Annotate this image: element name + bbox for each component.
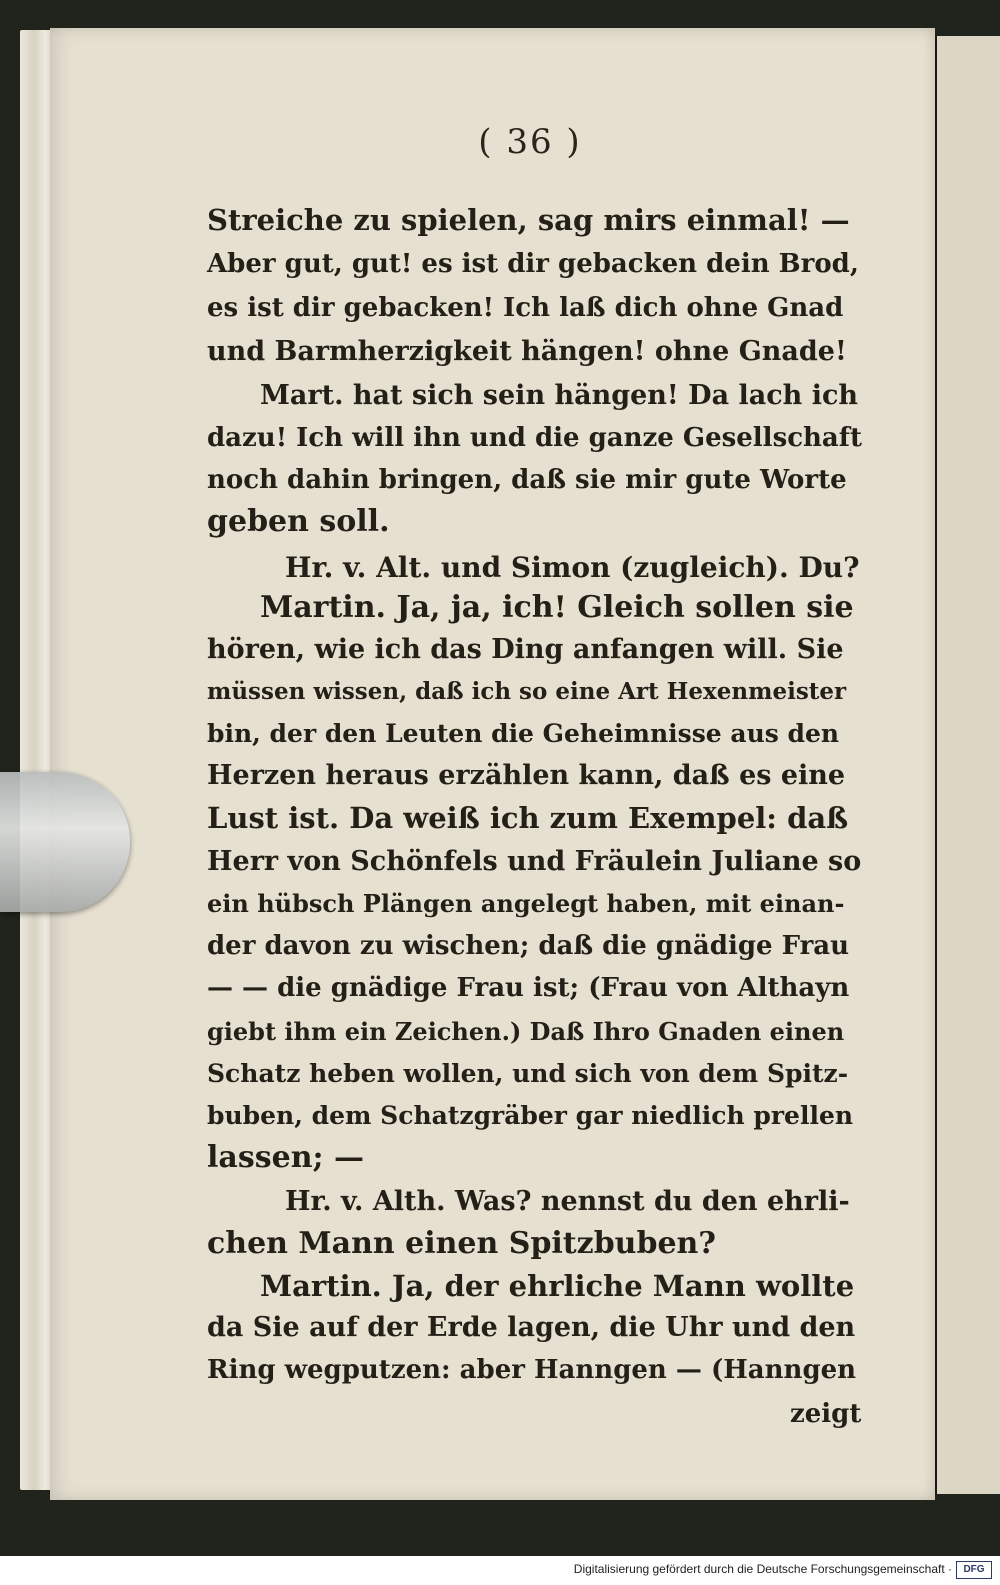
text-line: ein hübsch Plängen angelegt haben, mit einan- (207, 889, 845, 918)
text-line: müssen wissen, daß ich so eine Art Hexenmeister (207, 678, 847, 705)
dfg-logo: DFG (956, 1561, 992, 1579)
text-line: noch dahin bringen, daß sie mir gute Worte (207, 465, 847, 495)
text-line: Hr. v. Alth. Was? nennst du den ehrli- (285, 1186, 850, 1217)
text-line: Streiche zu spielen, sag mirs einmal! — (207, 203, 850, 237)
text-line: Hr. v. Alt. und Simon (zugleich). Du? (285, 551, 860, 584)
catchword: zeigt (790, 1399, 862, 1429)
text-line: Ring wegputzen: aber Hanngen — (Hanngen (207, 1355, 857, 1385)
text-line: Aber gut, gut! es ist dir gebacken dein Brod, (207, 249, 859, 279)
page-number: ( 36 ) (478, 122, 582, 162)
text-line: Herr von Schönfels und Fräulein Juliane so (207, 846, 862, 877)
text-line: Schatz heben wollen, und sich von dem Spitz- (207, 1059, 849, 1088)
footer-credit: Digitalisierung gefördert durch die Deutsche Forschungsgemeinschaft · (573, 1562, 952, 1576)
text-line: der davon zu wischen; daß die gnädige Frau (207, 931, 850, 961)
text-line: lassen; — (207, 1140, 365, 1175)
text-line: chen Mann einen Spitzbuben? (207, 1226, 716, 1261)
text-line: giebt ihm ein Zeichen.) Daß Ihro Gnaden einen (207, 1017, 845, 1046)
text-line: Martin. Ja, ja, ich! Gleich sollen sie (260, 590, 854, 625)
text-line: Mart. hat sich sein hängen! Da lach ich (260, 380, 859, 411)
text-line: hören, wie ich das Ding anfangen will. Sie (207, 634, 844, 665)
text-line: buben, dem Schatzgräber gar niedlich prellen (207, 1101, 854, 1130)
text-line: bin, der den Leuten die Geheimnisse aus den (207, 719, 840, 748)
text-line: und Barmherzigkeit hängen! ohne Gnade! (207, 336, 847, 367)
text-line: — — die gnädige Frau ist; (Frau von Althayn (207, 973, 850, 1003)
facing-page-edge (935, 36, 1000, 1494)
text-line: es ist dir gebacken! Ich laß dich ohne Gnad (207, 293, 844, 323)
text-line: Lust ist. Da weiß ich zum Exempel: daß (207, 801, 849, 835)
text-line: geben soll. (207, 504, 390, 539)
footer-bar (0, 1556, 1000, 1585)
text-line: dazu! Ich will ihn und die ganze Gesellschaft (207, 423, 862, 453)
text-line: Martin. Ja, der ehrliche Mann wollte (260, 1269, 855, 1303)
text-line: Herzen heraus erzählen kann, daß es eine (207, 760, 846, 791)
text-line: da Sie auf der Erde lagen, die Uhr und den (207, 1312, 856, 1343)
